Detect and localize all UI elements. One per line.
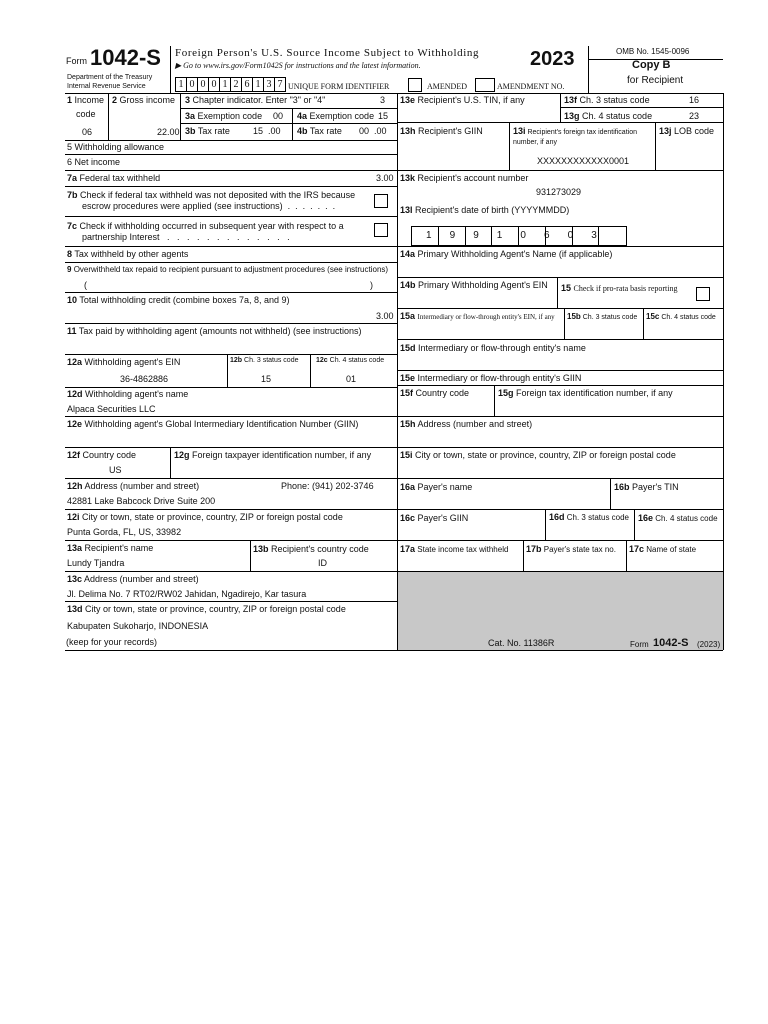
- right-b13j-num: 13j: [659, 126, 672, 136]
- form-number: 1042-S: [90, 45, 161, 70]
- left-b12a-num: 12a: [67, 357, 83, 367]
- left-b3a-num: 3a: [185, 111, 196, 121]
- right-b13i-label1: Recipient's foreign tax identification: [527, 129, 637, 136]
- amended-label: AMENDED: [427, 82, 467, 91]
- left-b1-num: 1: [67, 95, 73, 105]
- dob-divider: [491, 226, 492, 245]
- right-b15g-label: Foreign tax identification number, if any: [516, 388, 673, 398]
- right-b17a-label: State income tax withheld: [417, 545, 509, 554]
- right-b13f-num: 13f: [564, 95, 578, 105]
- left-b3b-label: Tax rate: [197, 126, 230, 136]
- right-b13f-label: Ch. 3 status code: [579, 95, 650, 105]
- left-b11-num: 11: [67, 326, 77, 336]
- box13k-account-number: 931273029: [536, 187, 582, 197]
- catalog-number: Cat. No. 11386R: [488, 638, 555, 648]
- dob-divider: [518, 226, 519, 245]
- box13c-address: Jl. Delima No. 7 RT02/RW02 Jahidan, Ngadirejo, Kar tasura: [67, 589, 307, 599]
- dob-digit: 3: [591, 230, 597, 241]
- right-b16d-num: 16d: [549, 512, 565, 522]
- right-b14b-num: 14b: [400, 280, 416, 290]
- dob-digit: 9: [473, 230, 479, 241]
- box1-income-code: 06: [82, 127, 93, 137]
- left-b12i-num: 12i: [67, 512, 80, 522]
- left-b7a-label: Federal tax withheld: [79, 173, 161, 183]
- uid-digit: 0: [197, 77, 209, 92]
- uid-digit: 2: [230, 77, 242, 92]
- left-b12e-label: Withholding agent's Global Intermediary Identification Number (GIIN): [84, 419, 359, 429]
- left-b13c-label: Address (number and street): [84, 574, 199, 584]
- left-b13d-num: 13d: [67, 604, 83, 614]
- box3-chapter-indicator: 3: [380, 95, 386, 105]
- left-b13a-label: Recipient's name: [84, 543, 154, 553]
- right-b15i-label: City or town, state or province, country, ZIP or foreign postal code: [415, 450, 676, 460]
- right-b13g-label: Ch. 4 status code: [582, 111, 653, 121]
- left-b1-label2: code: [76, 109, 96, 119]
- box13f-ch3-status: 16: [689, 95, 700, 105]
- left-b7c-num: 7c: [67, 221, 78, 231]
- dob-frame: [411, 226, 627, 246]
- right-b15e-label: Intermediary or flow-through entity's GIIN: [417, 373, 582, 383]
- right-b17b-label: Payer's state tax no.: [543, 545, 616, 554]
- right-b13e-num: 13e: [400, 95, 416, 105]
- right-b13i-label2: number, if any: [513, 139, 557, 146]
- dob-digit: 0: [520, 230, 526, 241]
- left-b7b-line1: Check if federal tax withheld was not deposited with the IRS because: [80, 190, 356, 200]
- right-b17c-label: Name of state: [646, 545, 697, 554]
- right-b16a-num: 16a: [400, 482, 416, 492]
- left-b7c-line1: Check if withholding occurred in subsequent year with respect to a: [79, 221, 344, 231]
- goto-instructions: ▶ Go to www.irs.gov/Form1042S for instructions and the latest information.: [175, 61, 421, 70]
- dob-divider: [438, 226, 439, 245]
- left-b12i-label: City or town, state or province, country, ZIP or foreign postal code: [82, 512, 343, 522]
- dob-digit: 1: [496, 230, 503, 241]
- amended-checkbox[interactable]: [408, 78, 422, 92]
- left-b13b-label: Recipient's country code: [271, 544, 369, 554]
- box7a-federal-tax-withheld: 3.00: [376, 173, 394, 183]
- box12h-phone: Phone: (941) 202-3746: [281, 481, 374, 491]
- dob-digit: 9: [449, 230, 456, 241]
- box13d-city: Kabupaten Sukoharjo, INDONESIA: [67, 621, 209, 631]
- right-b13e-label: Recipient's U.S. TIN, if any: [417, 95, 525, 105]
- left-b4a-label: Exemption code: [309, 111, 375, 121]
- box2-label: Gross income: [119, 95, 176, 105]
- keep-records-note: (keep for your records): [66, 637, 158, 647]
- right-b15a-label: Intermediary or flow-through entity's EIN, if any: [417, 313, 555, 321]
- dept-line1: Department of the Treasury: [67, 74, 153, 81]
- box12b-ch3-status: 15: [261, 374, 272, 384]
- box7c-checkbox[interactable]: [374, 223, 388, 237]
- dob-divider: [465, 226, 466, 245]
- left-b3b-num: 3b: [185, 126, 196, 136]
- left-b12e-num: 12e: [67, 419, 83, 429]
- box12a-agent-ein: 36-4862886: [120, 374, 169, 384]
- left-b12g-label: Foreign taxpayer identification number, if any: [192, 450, 372, 460]
- left-b12d-label: Withholding agent's name: [85, 389, 189, 399]
- right-b16b-num: 16b: [614, 482, 630, 492]
- right-b13k-label: Recipient's account number: [417, 173, 529, 183]
- dob-divider: [572, 226, 573, 245]
- right-b14a-num: 14a: [400, 249, 416, 259]
- right-b15e-num: 15e: [400, 373, 416, 383]
- right-b15h-label: Address (number and street): [417, 419, 533, 429]
- box4b-tax-rate: 00 .00: [359, 126, 387, 136]
- dob-divider: [598, 226, 599, 245]
- dob-digit: 0: [567, 230, 574, 241]
- right-b15d-label: Intermediary or flow-through entity's name: [418, 343, 586, 353]
- right-b16a-label: Payer's name: [417, 482, 473, 492]
- uid-digit: 1: [219, 77, 231, 92]
- dept-line2: Internal Revenue Service: [67, 83, 146, 90]
- uid-digit: 3: [263, 77, 275, 92]
- left-b13c-num: 13c: [67, 574, 83, 584]
- right-b17a-num: 17a: [400, 544, 416, 554]
- box13b-country-code: ID: [318, 558, 327, 568]
- right-b13i-num: 13i: [513, 126, 526, 136]
- right-b15b-label: Ch. 3 status code: [582, 314, 638, 321]
- uid-label: UNIQUE FORM IDENTIFIER: [288, 82, 390, 91]
- right-b15a-num: 15a: [400, 311, 416, 321]
- box12h-address: 42881 Lake Babcock Drive Suite 200: [67, 496, 216, 506]
- left-b13a-num: 13a: [67, 543, 83, 553]
- right-b15-label: Check if pro-rata basis reporting: [573, 284, 678, 293]
- left-b12a-label: Withholding agent's EIN: [84, 357, 181, 367]
- right-b15i-num: 15i: [400, 450, 413, 460]
- left-b12h-num: 12h: [67, 481, 83, 491]
- form-title: Foreign Person's U.S. Source Income Subject to Withholding: [175, 47, 480, 59]
- box13g-ch4-status: 23: [689, 111, 700, 121]
- right-b16c-label: Payer's GIIN: [417, 513, 469, 523]
- right-b17c-num: 17c: [629, 544, 645, 554]
- box3a-exemption-code: 00: [273, 111, 284, 121]
- left-b13b-num: 13b: [253, 544, 269, 554]
- left-b8-num: 8: [67, 249, 73, 259]
- right-b13l-label: Recipient's date of birth (YYYYMMDD): [415, 205, 570, 215]
- box5-label: 5 Withholding allowance: [67, 142, 165, 152]
- amendment-number-box[interactable]: [475, 78, 495, 92]
- right-b15d-num: 15d: [400, 343, 416, 353]
- left-b7b-num: 7b: [67, 190, 78, 200]
- left-b4b-num: 4b: [297, 126, 308, 136]
- uid-digit: 1: [175, 77, 187, 92]
- right-b13l-num: 13l: [400, 205, 413, 215]
- left-b12b-num: 12b: [230, 357, 243, 364]
- footer-form-number: 1042-S: [653, 637, 689, 649]
- left-b9-close: ): [370, 280, 373, 290]
- left-b12c-label: Ch. 4 status code: [329, 357, 385, 364]
- dob-divider: [545, 226, 546, 245]
- left-b13d-label: City or town, state or province, country, ZIP or foreign postal code: [85, 604, 346, 614]
- right-b15b-num: 15b: [567, 312, 581, 321]
- dob-digit: 6: [544, 230, 550, 241]
- tax-year: 2023: [530, 48, 575, 70]
- omb-number: OMB No. 1545-0096: [616, 47, 690, 56]
- amendment-no-label: AMENDMENT NO.: [497, 82, 565, 91]
- left-b3-label: Chapter indicator. Enter "3" or "4": [192, 95, 326, 105]
- left-b7a-num: 7a: [67, 173, 78, 183]
- left-b9-num: 9: [67, 265, 72, 274]
- left-b12b-label: Ch. 3 status code: [244, 357, 299, 364]
- uid-digit: 7: [274, 77, 286, 92]
- right-b15g-num: 15g: [498, 388, 514, 398]
- uid-digit: 0: [208, 77, 220, 92]
- footer-form-word: Form: [630, 640, 649, 649]
- right-b13k-num: 13k: [400, 173, 416, 183]
- left-b9-open: (: [84, 280, 87, 290]
- box12f-country-code: US: [109, 465, 122, 475]
- left-b8-label: Tax withheld by other agents: [74, 249, 189, 259]
- left-b7b-line2: escrow procedures were applied (see instructions) . . . . . . .: [82, 201, 336, 211]
- dob-digit: 1: [426, 230, 432, 241]
- form-word: Form: [66, 56, 87, 66]
- left-b12g-num: 12g: [174, 450, 190, 460]
- box15-prorata-checkbox[interactable]: [696, 287, 710, 301]
- right-b15h-num: 15h: [400, 419, 416, 429]
- left-b2-num: 2: [112, 95, 118, 105]
- right-b13j-label: LOB code: [674, 126, 715, 136]
- right-b14b-label: Primary Withholding Agent's EIN: [418, 280, 548, 290]
- right-b17b-num: 17b: [526, 544, 542, 554]
- right-b16e-num: 16e: [638, 513, 654, 523]
- right-b13h-label: Recipient's GIIN: [418, 126, 483, 136]
- right-b15-num: 15: [561, 283, 572, 293]
- left-b11-label: Tax paid by withholding agent (amounts not withheld) (see instructions): [78, 326, 362, 336]
- right-b16e-label: Ch. 4 status code: [655, 514, 718, 523]
- right-b16c-num: 16c: [400, 513, 416, 523]
- left-b10-label: Total withholding credit (combine boxes 7a, 8, and 9): [79, 295, 290, 305]
- left-b3a-label: Exemption code: [197, 111, 263, 121]
- left-b12h-label: Address (number and street): [84, 481, 200, 491]
- left-b4a-num: 4a: [297, 111, 308, 121]
- left-b9-label: Overwithheld tax repaid to recipient pursuant to adjustment procedures (see instructions): [73, 265, 389, 274]
- for-recipient: for Recipient: [627, 75, 684, 86]
- box4a-exemption-code: 15: [378, 111, 389, 121]
- left-b10-num: 10: [67, 295, 78, 305]
- right-b16d-label: Ch. 3 status code: [566, 513, 630, 522]
- box7b-checkbox[interactable]: [374, 194, 388, 208]
- right-b13h-num: 13h: [400, 126, 416, 136]
- right-b15f-label: Country code: [415, 388, 470, 398]
- box13a-recipient-name: Lundy Tjandra: [67, 558, 125, 568]
- box10-total-credit: 3.00: [376, 311, 394, 321]
- left-b12c-num: 12c: [316, 357, 328, 364]
- left-b7c-line2: partnership Interest . . . . . . . . . . . . .: [82, 232, 290, 242]
- right-b15c-num: 15c: [646, 312, 660, 321]
- footer-year: (2023): [697, 640, 721, 649]
- box2-gross-income: 22.00: [157, 127, 180, 137]
- uid-digit: 6: [241, 77, 253, 92]
- box12c-ch4-status: 01: [346, 374, 357, 384]
- right-b14a-label: Primary Withholding Agent's Name (if applicable): [417, 249, 613, 259]
- right-b15f-num: 15f: [400, 388, 414, 398]
- left-b4b-label: Tax rate: [309, 126, 342, 136]
- box6-label: 6 Net income: [67, 157, 121, 167]
- box12i-city: Punta Gorda, FL, US, 33982: [67, 527, 182, 537]
- right-b16b-label: Payer's TIN: [632, 482, 679, 492]
- left-b3-num: 3: [185, 95, 191, 105]
- uid-digit: 0: [186, 77, 198, 92]
- box3b-tax-rate: 15 .00: [253, 126, 281, 136]
- left-b12d-num: 12d: [67, 389, 83, 399]
- copy-label: Copy B: [632, 59, 671, 71]
- right-b13g-num: 13g: [564, 111, 580, 121]
- right-b15c-label: Ch. 4 status code: [661, 314, 716, 321]
- box12d-agent-name: Alpaca Securities LLC: [67, 404, 156, 414]
- box1-label: Income: [74, 95, 105, 105]
- left-b12f-num: 12f: [67, 450, 81, 460]
- box13i-foreign-tin: XXXXXXXXXXXX0001: [537, 156, 630, 166]
- uid-digit: 1: [252, 77, 264, 92]
- left-b12f-label: Country code: [82, 450, 137, 460]
